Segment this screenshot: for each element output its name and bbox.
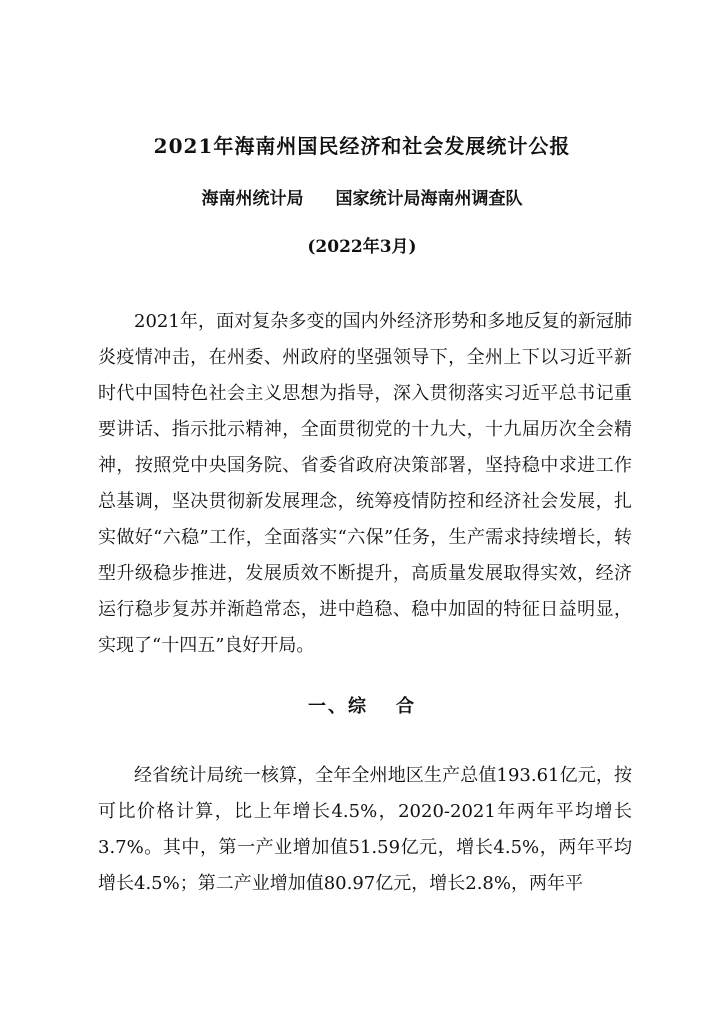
author-line: [0, 184, 724, 209]
author-survey-team: 国家统计局海南州调查队: [335, 189, 523, 209]
report-date: (2022年3月): [307, 237, 417, 257]
report-title: 2021年海南州国民经济和社会发展统计公报: [153, 134, 571, 158]
author-statistics-bureau: 海南州统计局: [201, 189, 304, 209]
section-heading-start: 一、综: [308, 696, 368, 717]
intro-paragraph: 2021年，面对复杂多变的国内外经济形势和多地反复的新冠肺炎疫情冲击，在州委、州政府的坚强领导下，全州上下以习近平新时代中国特色社会主义思想为指导，深入贯彻落实习近平总书记重要讲话、指示批示精神，全面贯彻党的十九大，十九届历次全会精神，按照党中央国务院、省委省政府决策部署，坚持稳中求进工作总基调，坚决贯彻新发展理念，统筹疫情防控和经济社会发展，扎实做好“六稳”工作，全面落实“六保”任务，生产需求持续增长，转型升级稳步推进，发展质效不断提升，高质量发展取得实效，经济运行稳步复苏并渐趋常态，进中趋稳、稳中加固的特征日益明显，实现了“十四五”良好开局。: [98, 311, 632, 656]
section-heading-end: 合: [396, 696, 416, 717]
section-paragraph: 经省统计局统一核算，全年全州地区生产总值193.61亿元，按可比价格计算，比上年增长4.5%，2020-2021年两年平均增长3.7%。其中，第一产业增加值51.59亿元，增长4.5%，两年平均增长4.5%；第二产业增加值80.97亿元，增长2.8%，两年平: [98, 765, 632, 894]
section-heading: [0, 692, 724, 718]
